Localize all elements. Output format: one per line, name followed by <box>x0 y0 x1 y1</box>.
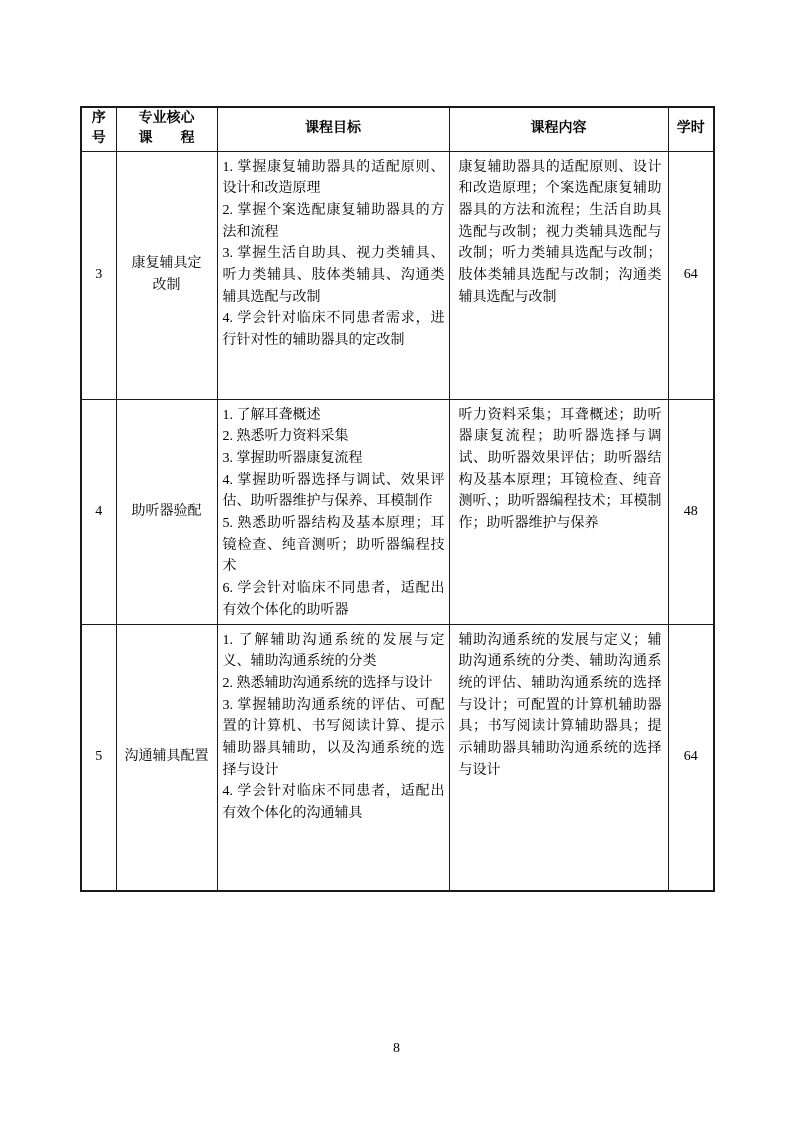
objective-item: 3. 掌握辅助沟通系统的评估、可配置的计算机、书写阅读计算、提示辅助器具辅助，以及沟通系统的选择与设计 <box>222 697 445 778</box>
header-hours: 学时 <box>668 107 714 151</box>
table-row-3 <box>81 151 714 399</box>
course-name-line: 助听器验配 <box>131 503 202 519</box>
cell-course-content: 辅助沟通系统的发展与定义；辅助沟通系统的分类、辅助沟通系统的评估、辅助沟通系统的选择与设计；可配置的计算机辅助器具；书写阅读计算辅助器具；提示辅助器具辅助沟通系统的选择与设计 <box>449 624 668 891</box>
header-no-line1: 序 <box>91 111 106 127</box>
cell-course-name <box>116 151 217 399</box>
cell-course-name <box>116 399 217 624</box>
objective-item: 4. 掌握助听器选择与调试、效果评估、助听器维护与保养、耳模制作 <box>222 472 445 510</box>
table-row-4 <box>81 399 714 624</box>
course-name-line: 康复辅具定 <box>131 256 202 271</box>
objective-item: 2. 掌握个案选配康复辅助器具的方法和流程 <box>222 202 445 240</box>
header-course <box>116 107 217 151</box>
objective-item: 1. 掌握康复辅助器具的适配原则、设计和改造原理 <box>222 159 445 197</box>
header-objectives: 课程目标 <box>217 107 449 151</box>
table-row-5 <box>81 624 714 891</box>
objective-item: 3. 掌握生活自助具、视力类辅具、听力类辅具、肢体类辅具、沟通类辅具选配与改制 <box>222 246 445 305</box>
objective-item: 3. 掌握助听器康复流程 <box>222 450 363 466</box>
cell-course-name <box>116 624 217 891</box>
objective-item: 4. 学会针对临床不同患者需求，进行针对性的辅助器具的定改制 <box>222 311 445 349</box>
header-course-line1: 专业核心 <box>138 111 195 127</box>
objective-item: 5. 熟悉助听器结构及基本原理；耳镜检查、纯音测听；助听器编程技术 <box>222 516 445 575</box>
cell-course-hours: 48 <box>668 399 714 624</box>
cell-row-number: 5 <box>81 624 116 891</box>
cell-row-number: 3 <box>81 151 116 399</box>
objective-item: 1. 了解耳聋概述 <box>222 407 321 423</box>
objective-item: 2. 熟悉辅助沟通系统的选择与设计 <box>222 675 433 691</box>
objective-item: 1. 了解辅助沟通系统的发展与定义、辅助沟通系统的分类 <box>222 632 445 670</box>
cell-course-hours: 64 <box>668 624 714 891</box>
cell-course-content: 康复辅助器具的适配原则、设计和改造原理；个案选配康复辅助器具的方法和流程；生活自助具选配与改制；视力类辅具选配与改制；听力类辅具选配与改制；肢体类辅具选配与改制；沟通类辅具选配与改制 <box>449 151 668 399</box>
objective-item: 4. 学会针对临床不同患者，适配出有效个体化的沟通辅具 <box>222 784 445 822</box>
course-table <box>80 106 715 892</box>
objective-item: 2. 熟悉听力资料采集 <box>222 429 349 445</box>
objective-item: 6. 学会针对临床不同患者，适配出有效个体化的助听器 <box>222 581 445 618</box>
page-number: 8 <box>393 1041 400 1056</box>
cell-row-number: 4 <box>81 399 116 624</box>
header-no <box>81 107 116 151</box>
cell-course-hours: 64 <box>668 151 714 399</box>
course-name-line: 改制 <box>152 278 181 293</box>
header-content: 课程内容 <box>449 107 668 151</box>
cell-course-objectives <box>217 624 449 891</box>
cell-course-objectives <box>217 399 449 624</box>
course-name-line: 沟通辅具配置 <box>124 749 209 765</box>
table-header-row <box>81 107 714 151</box>
cell-course-content: 听力资料采集；耳聋概述；助听器康复流程；助听器选择与调试、助听器效果评估；助听器结构及基本原理；耳镜检查、纯音测听、；助听器编程技术；耳模制作；助听器维护与保养 <box>449 399 668 624</box>
header-course-line2: 课 程 <box>138 131 195 147</box>
header-no-line2: 号 <box>91 131 106 147</box>
cell-course-objectives <box>217 151 449 399</box>
